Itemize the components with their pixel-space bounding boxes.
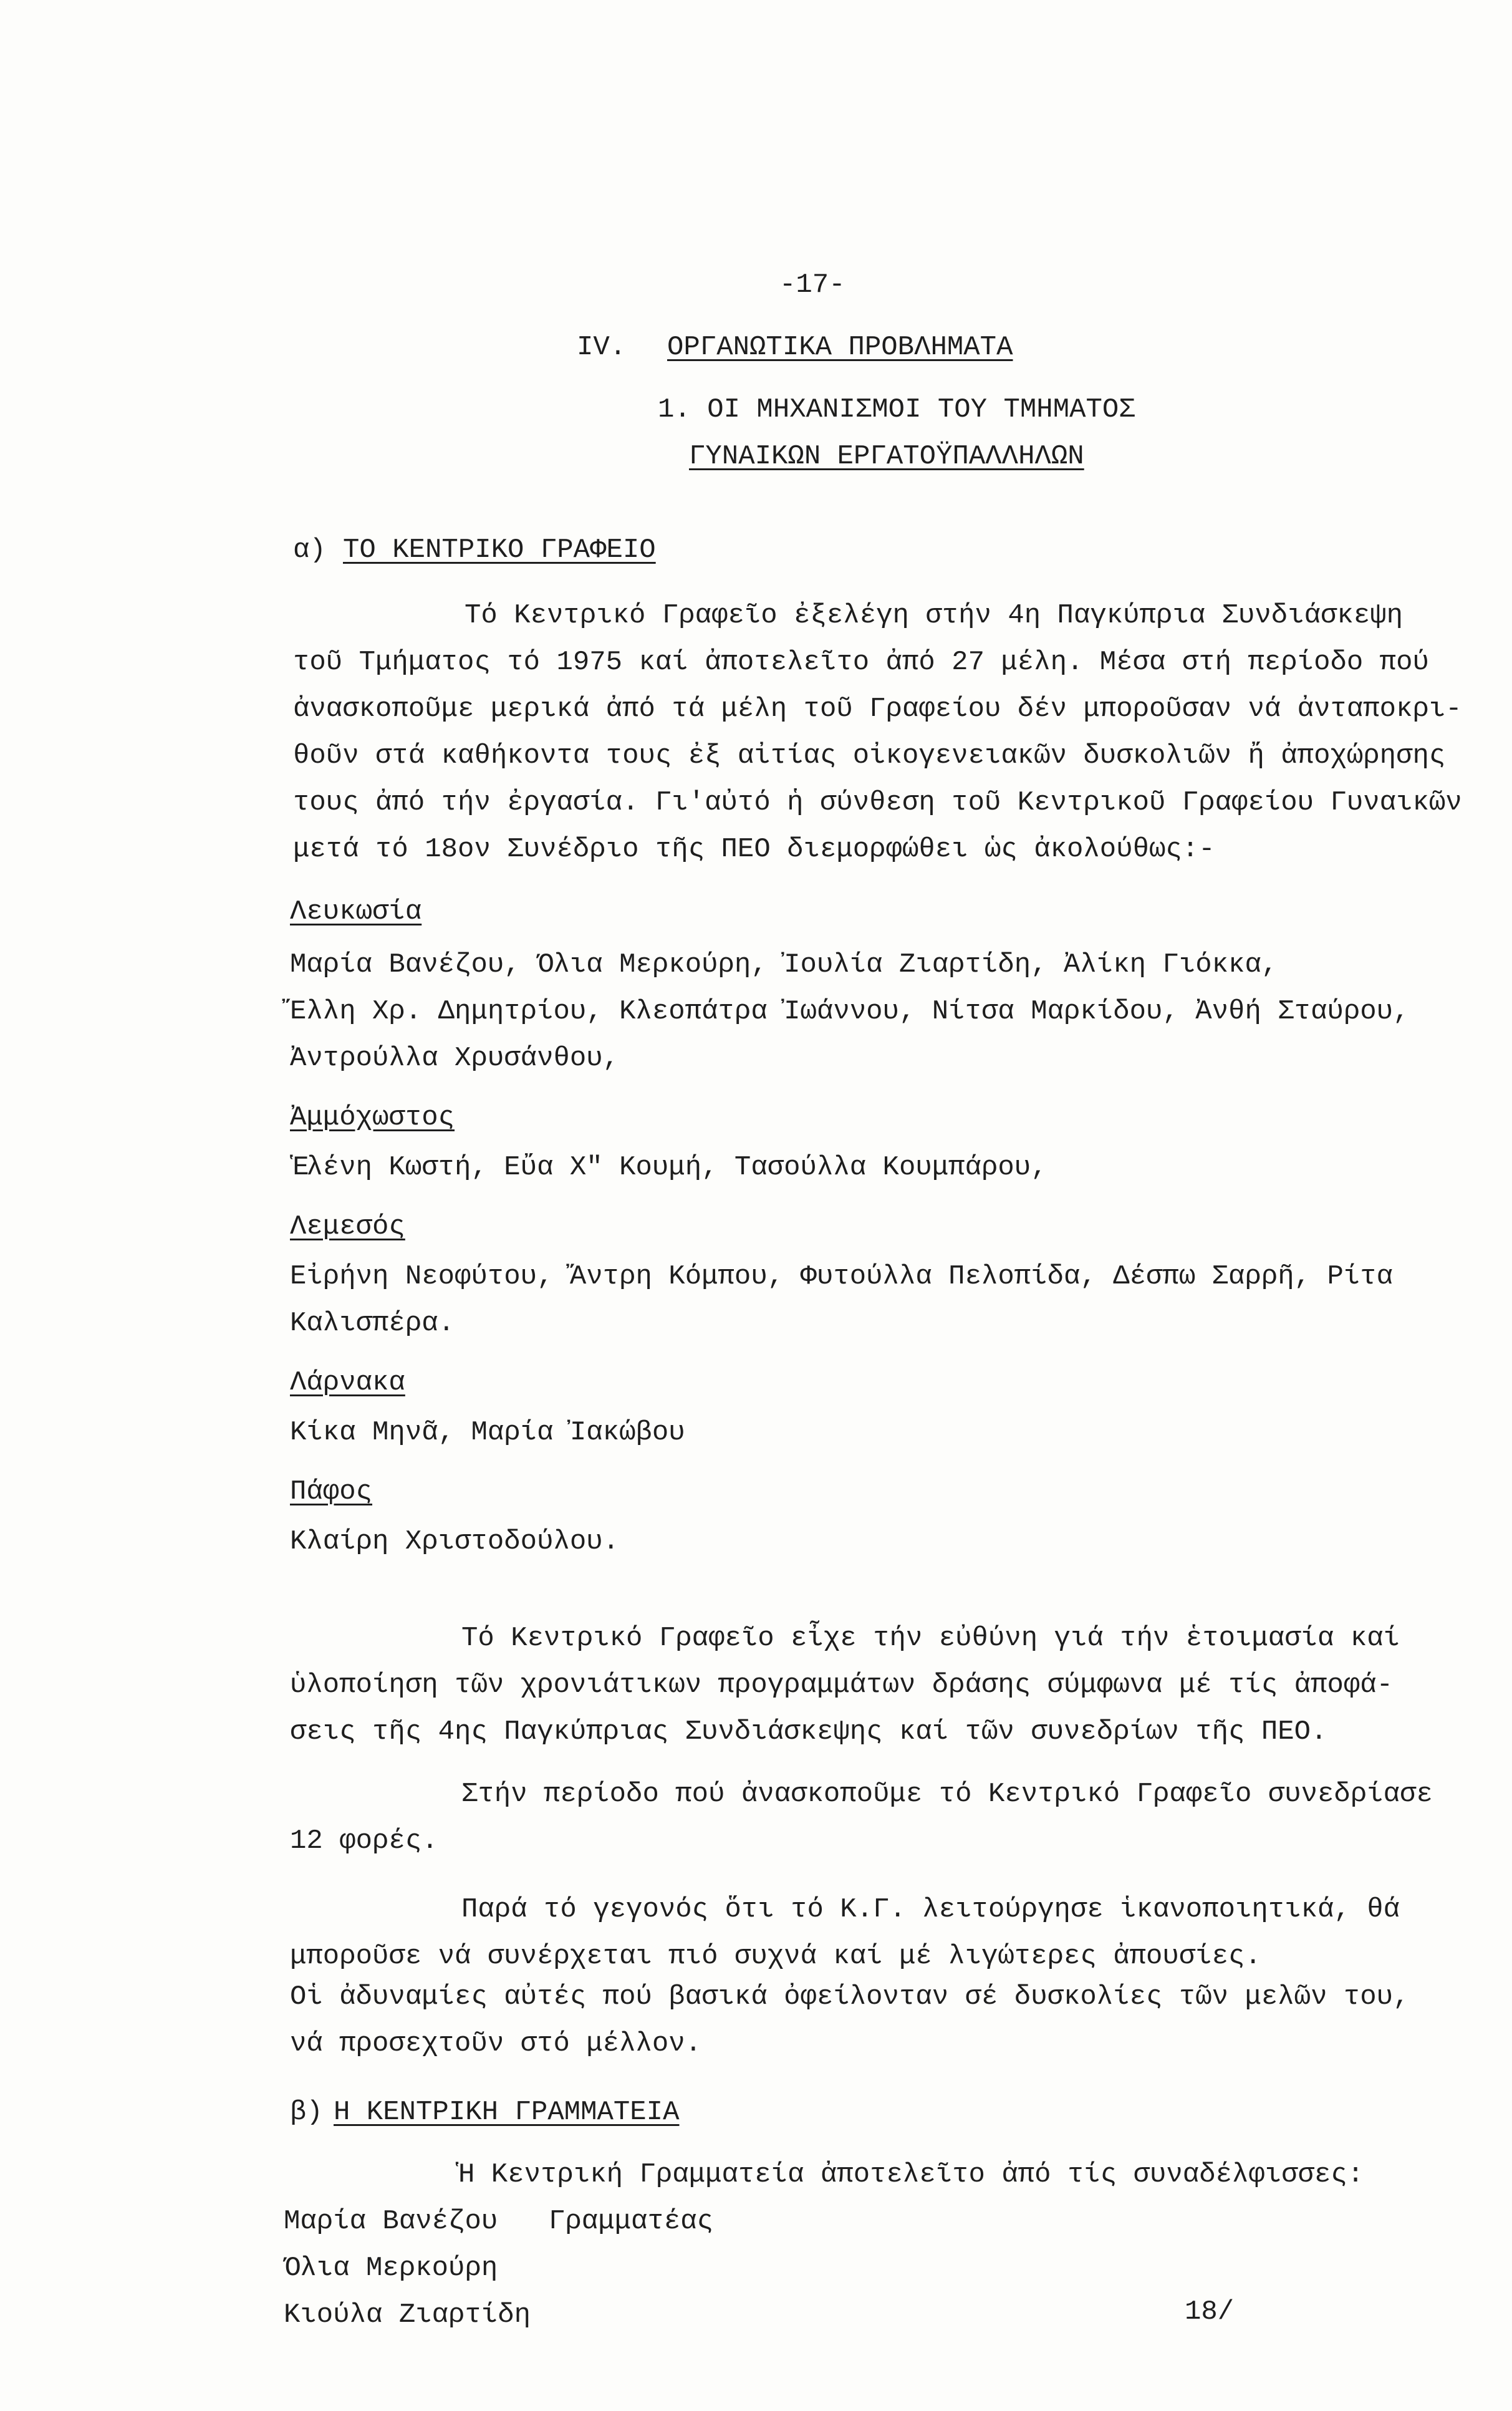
paragraph-line: τους ἀπό τήν ἐργασία. Γι'αὐτό ἡ σύνθεση τοῦ Κεντρικοῦ Γραφείου Γυναικῶν: [293, 787, 1462, 818]
next-page-marker: 18/: [1185, 2296, 1235, 2327]
paragraph-line: μετά τό 18ον Συνέδριο τῆς ΠΕΟ διεμορφώθει ὡς ἀκολούθως:-: [293, 834, 1215, 865]
district-heading: Πάφος: [290, 1476, 373, 1507]
paragraph-line: Οἱ ἀδυναμίες αὐτές πού βασικά ὀφείλονταν σέ δυσκολίες τῶν μελῶν του,: [290, 1981, 1410, 2012]
subsection-b-marker: β): [290, 2097, 323, 2128]
district-heading: Λεμεσός: [290, 1211, 405, 1242]
page-number: -17-: [779, 269, 845, 301]
member-line: Ἀντρούλλα Χρυσάνθου,: [290, 1043, 620, 1074]
paragraph-line: σεις τῆς 4ης Παγκύπριας Συνδιάσκεψης καί τῶν συνεδρίων τῆς ΠΕΟ.: [290, 1716, 1327, 1747]
paragraph-line: ἀνασκοποῦμε μερικά ἀπό τά μέλη τοῦ Γραφείου δέν μποροῦσαν νά ἀνταποκρι-: [293, 693, 1462, 725]
chapter-roman: IV.: [577, 332, 627, 363]
paragraph-line: Παρά τό γεγονός ὅτι τό Κ.Γ. λειτούργησε ἱκανοποιητικά, θά: [461, 1894, 1400, 1925]
secretariat-intro: Ἡ Κεντρική Γραμματεία ἀποτελεῖτο ἀπό τίς συναδέλφισσες:: [458, 2159, 1364, 2190]
secretariat-member-role: Γραμματέας: [549, 2206, 714, 2237]
section-title-line-2: ΓΥΝΑΙΚΩΝ ΕΡΓΑΤΟΫΠΑΛΛΗΛΩΝ: [689, 441, 1084, 472]
district-heading: Λευκωσία: [290, 896, 422, 927]
secretariat-member-name: Όλια Μερκούρη: [284, 2253, 498, 2284]
secretariat-member-name: Κιούλα Ζιαρτίδη: [284, 2299, 531, 2331]
paragraph-line: Τό Κεντρικό Γραφεῖο ἐξελέγη στήν 4η Παγκύπρια Συνδιάσκεψη: [465, 600, 1404, 631]
member-line: Κίκα Μηνᾶ, Μαρία Ἰακώβου: [290, 1417, 685, 1448]
section-title-line-1: 1. ΟΙ ΜΗΧΑΝΙΣΜΟΙ ΤΟΥ ΤΜΗΜΑΤΟΣ: [658, 394, 1135, 425]
paragraph-line: μποροῦσε νά συνέρχεται πιό συχνά καί μέ λιγώτερες ἀπουσίες.: [290, 1941, 1261, 1972]
district-heading: Λάρνακα: [290, 1367, 405, 1398]
chapter-title: ΟΡΓΑΝΩΤΙΚΑ ΠΡΟΒΛΗΜΑΤΑ: [667, 332, 1013, 363]
district-heading: Ἀμμόχωστος: [290, 1102, 455, 1133]
paragraph-line: Στήν περίοδο πού ἀνασκοποῦμε τό Κεντρικό Γραφεῖο συνεδρίασε: [461, 1779, 1433, 1810]
subsection-a-marker: α): [293, 534, 326, 566]
member-line: Ἑλένη Κωστή, Εὔα Χ" Κουμή, Τασούλλα Κουμπάρου,: [290, 1152, 1047, 1183]
member-line: Καλισπέρα.: [290, 1308, 455, 1339]
paragraph-line: θοῦν στά καθήκοντα τους ἐξ αἰτίας οἰκογενειακῶν δυσκολιῶν ἤ ἀποχώρησης: [293, 740, 1446, 771]
paragraph-line: νά προσεχτοῦν στό μέλλον.: [290, 2028, 702, 2059]
member-line: Μαρία Βανέζου, Όλια Μερκούρη, Ἰουλία Ζιαρτίδη, Ἀλίκη Γιόκκα,: [290, 949, 1278, 980]
subsection-a-title: ΤΟ ΚΕΝΤΡΙΚΟ ΓΡΑΦΕΙΟ: [343, 534, 656, 566]
member-line: Εἰρήνη Νεοφύτου, Ἄντρη Κόμπου, Φυτούλλα Πελοπίδα, Δέσπω Σαρρῆ, Ρίτα: [290, 1261, 1394, 1292]
paragraph-line: Τό Κεντρικό Γραφεῖο εἶχε τήν εὐθύνη γιά τήν ἑτοιμασία καί: [461, 1623, 1400, 1654]
member-line: Κλαίρη Χριστοδούλου.: [290, 1526, 620, 1557]
subsection-b-title: Η ΚΕΝΤΡΙΚΗ ΓΡΑΜΜΑΤΕΙΑ: [334, 2097, 680, 2128]
member-line: Ἔλλη Χρ. Δημητρίου, Κλεοπάτρα Ἰωάννου, Νίτσα Μαρκίδου, Ἀνθή Σταύρου,: [290, 996, 1410, 1027]
secretariat-member-name: Μαρία Βανέζου: [284, 2206, 498, 2237]
paragraph-line: ὑλοποίηση τῶν χρονιάτικων προγραμμάτων δράσης σύμφωνα μέ τίς ἀποφά-: [290, 1669, 1394, 1701]
paragraph-line: τοῦ Τμήματος τό 1975 καί ἀποτελεῖτο ἀπό 27 μέλη. Μέσα στή περίοδο πού: [293, 647, 1429, 678]
paragraph-line: 12 φορές.: [290, 1825, 438, 1857]
